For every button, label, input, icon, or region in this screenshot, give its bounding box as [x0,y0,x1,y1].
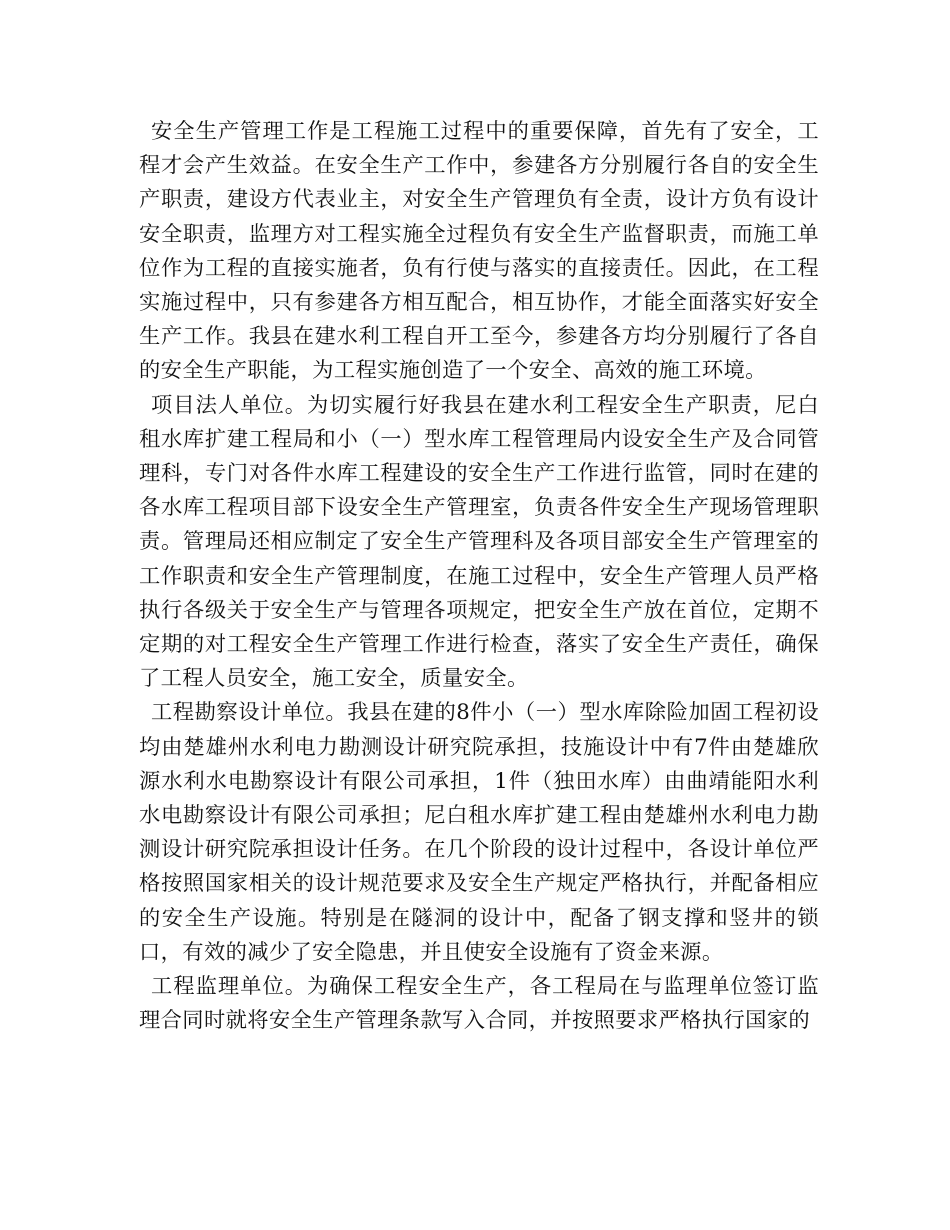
paragraph-design-unit: 工程勘察设计单位。我县在建的8件小（一）型水库除险加固工程初设均由楚雄州水利电力勘测设计研究院承担，技施设计中有7件由楚雄欣源水利水电勘察设计有限公司承担，1件（独田水库）由曲靖能阳水利水电勘察设计有限公司承担；尼白租水库扩建工程由楚雄州水利电力勘测设计研究院承担设计任务。在几个阶段的设计过程中，各设计单位严格按照国家相关的设计规范要求及安全生产规定严格执行，并配备相应的安全生产设施。特别是在隧洞的设计中，配备了钢支撑和竖井的锁口，有效的减少了安全隐患，并且使安全设施有了资金来源。 [139,700,819,965]
paragraph-supervision-unit: 工程监理单位。为确保工程安全生产，各工程局在与监理单位签订监理合同时就将安全生产管理条款写入合同，并按照要求严格执行国家的 [139,974,819,1034]
document-body [139,115,819,1038]
paragraph-project-owner: 项目法人单位。为切实履行好我县在建水利工程安全生产职责，尼白租水库扩建工程局和小（一）型水库工程管理局内设安全生产及合同管理科，专门对各件水库工程建设的安全生产工作进行监管，同时在建的各水库工程项目部下设安全生产管理室，负责各件安全生产现场管理职责。管理局还相应制定了安全生产管理科及各项目部安全生产管理室的工作职责和安全生产管理制度，在施工过程中，安全生产管理人员严格执行各级关于安全生产与管理各项规定，把安全生产放在首位，定期不定期的对工程安全生产管理工作进行检查，落实了安全生产责任，确保了工程人员安全，施工安全，质量安全。 [139,392,819,692]
paragraph-safety-overview: 安全生产管理工作是工程施工过程中的重要保障，首先有了安全，工程才会产生效益。在安全生产工作中，参建各方分别履行各自的安全生产职责，建设方代表业主，对安全生产管理负有全责，设计方负有设计安全职责，监理方对工程实施全过程负有安全生产监督职责，而施工单位作为工程的直接实施者，负有行使与落实的直接责任。因此，在工程实施过程中，只有参建各方相互配合，相互协作，才能全面落实好安全生产工作。我县在建水利工程自开工至今，参建各方均分别履行了各自的安全生产职能，为工程实施创造了一个安全、高效的施工环境。 [139,119,819,384]
